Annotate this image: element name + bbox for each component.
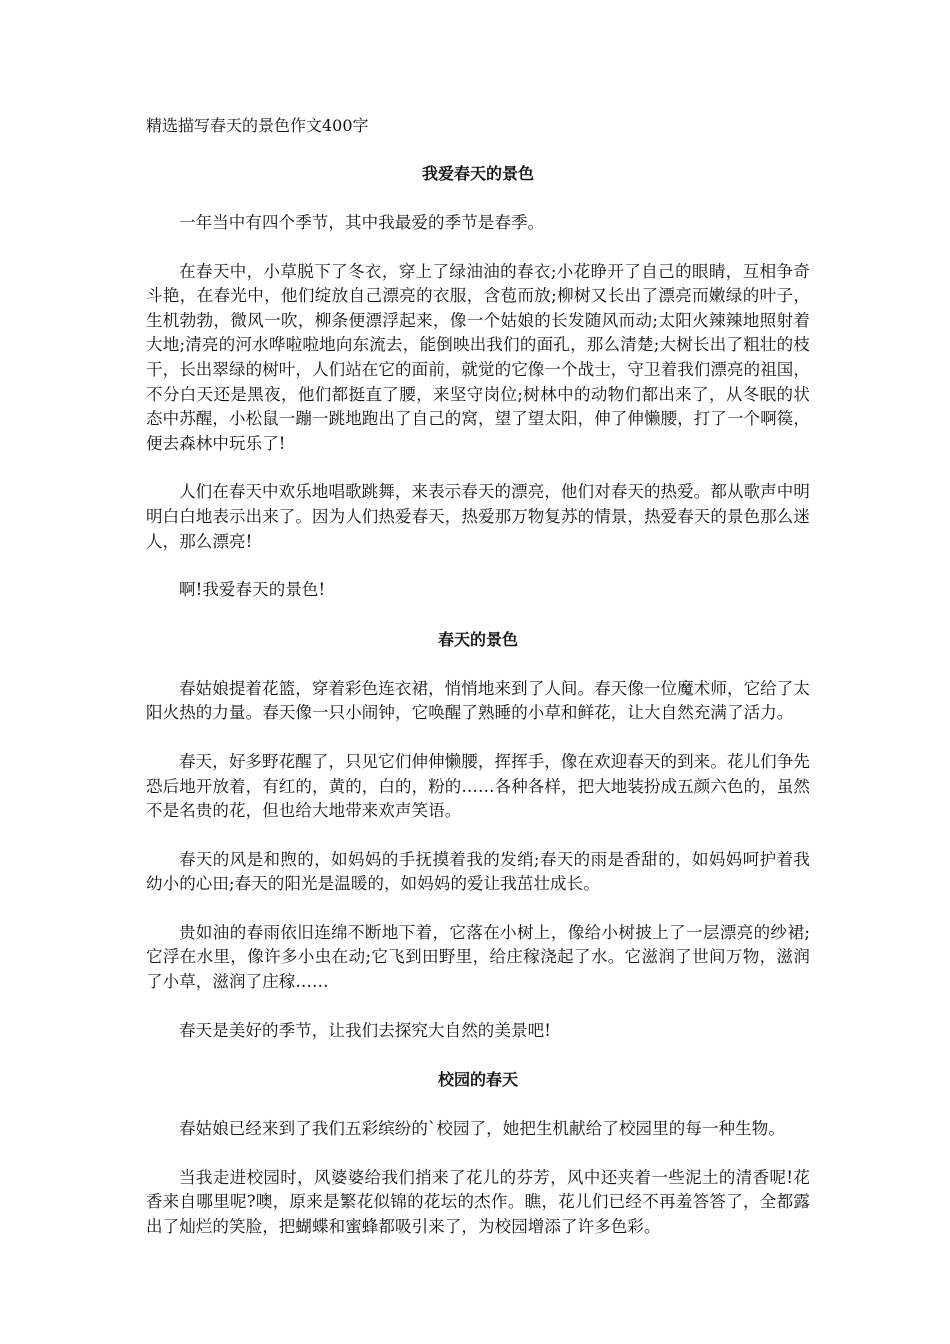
section-title: 春天的景色 <box>437 629 518 649</box>
section-title: 校园的春天 <box>437 1070 518 1090</box>
document-page <box>146 113 810 1264</box>
paragraph: 春天的风是和煦的，如妈妈的手抚摸着我的发绡;春天的雨是香甜的，如妈妈呵护着我幼小的心田;春天的阳光是温暖的，如妈妈的爱让我茁壮成长。 <box>146 849 810 894</box>
document-title: 精选描写春天的景色作文400字 <box>146 116 369 135</box>
paragraph: 当我走进校园时，风婆婆给我们捎来了花儿的芬芳，风中还夹着一些泥土的清香呢!花香来自哪里呢?噢，原来是繁花似锦的花坛的杰作。瞧，花儿们已经不再羞答答了，全都露出了灿烂的笑脸，把蝴蝶和蜜蜂都吸引来了，为校园增添了许多色彩。 <box>146 1167 810 1237</box>
section-2 <box>146 627 810 1044</box>
paragraph: 在春天中，小草脱下了冬衣，穿上了绿油油的春衣;小花睁开了自己的眼睛，互相争奇斗艳，在春光中，他们绽放自己漂亮的衣服，含苞而放;柳树又长出了漂亮而嫩绿的叶子，生机勃勃，微风一吹，柳条便漂浮起来，像一个姑娘的长发随风而动;太阳火辣辣地照射着大地;清亮的河水哗啦啦地向东流去，能倒映出我们的面孔，那么清楚;大树长出了粗壮的枝干，长出翠绿的树叶，人们站在它的面前，就觉的它像一个战士，守卫着我们漂亮的祖国，不分白天还是黑夜，他们都挺直了腰，来坚守岗位;树林中的动物们都出来了，从冬眠的状态中苏醒，小松鼠一蹦一跳地跑出了自己的窝，望了望太阳，伸了伸懒腰，打了一个啊篌，便去森林中玩乐了! <box>146 261 810 453</box>
paragraph: 啊!我爱春天的景色! <box>179 580 326 600</box>
paragraph: 人们在春天中欢乐地唱歌跳舞，来表示春天的漂亮，他们对春天的热爱。都从歌声中明明白白地表示出来了。因为人们热爱春天，热爱那万物复苏的情景，热爱春天的景色那么迷人，那么漂亮! <box>146 482 810 551</box>
paragraph: 春姑娘已经来到了我们五彩缤纷的`校园了，她把生机献给了校园里的每一种生物。 <box>179 1119 785 1139</box>
section-title: 我爱春天的景色 <box>421 164 534 183</box>
paragraph: 春姑娘提着花篮，穿着彩色连衣裙，悄悄地来到了人间。春天像一位魔术师，它给了太阳火热的力量。春天像一只小闹钟，它唤醒了熟睡的小草和鲜花，让大自然充满了活力。 <box>146 678 810 723</box>
section-1 <box>146 161 810 603</box>
paragraph: 贵如油的春雨依旧连绵不断地下着，它落在小树上，像给小树披上了一层漂亮的纱裙;它浮在水里，像许多小虫在动;它飞到田野里，给庄稼浇起了水。它滋润了世间万物，滋润了小草，滋润了庄稼…… <box>146 922 810 992</box>
paragraph: 春天，好多野花醒了，只见它们伸伸懒腰，挥挥手，像在欢迎春天的到来。花儿们争先恐后地开放着，有红的，黄的，白的，粉的……各种各样，把大地装扮成五颜六色的，虽然不是名贵的花，但也给大地带来欢声笑语。 <box>146 751 810 821</box>
paragraph: 春天是美好的季节，让我们去探究大自然的美景吧! <box>179 1020 551 1040</box>
paragraph: 一年当中有四个季节，其中我最爱的季节是春季。 <box>179 213 545 232</box>
section-3 <box>146 1067 810 1239</box>
